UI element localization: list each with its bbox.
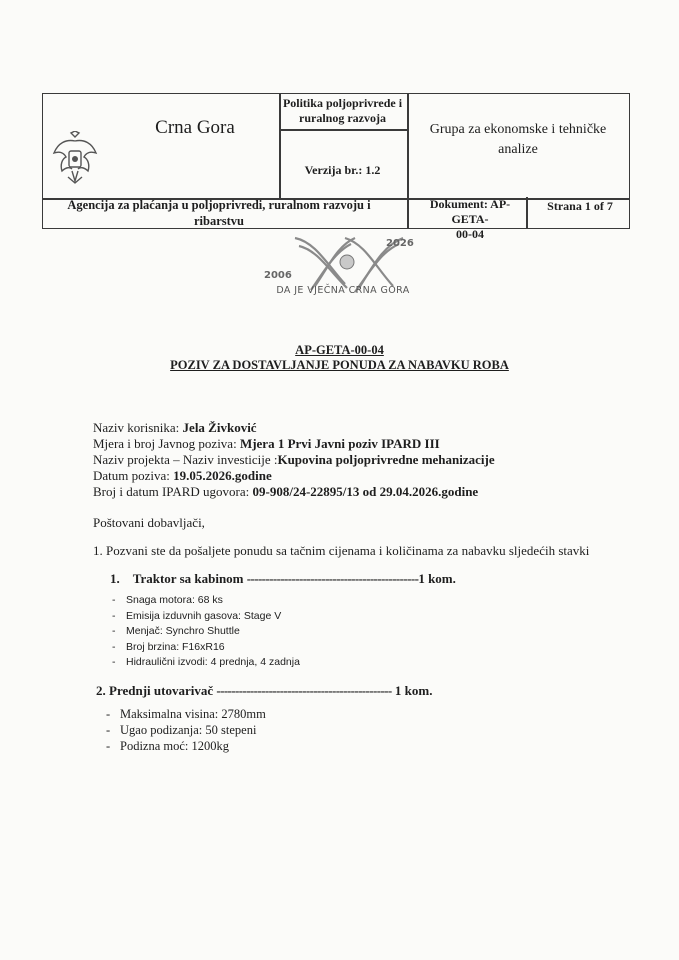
info-contract — [93, 484, 478, 500]
version-label: Verzija br.: 1.2 — [304, 163, 381, 177]
spec-item: - Broj brzina: F16xR16 — [112, 641, 225, 653]
item-1-heading — [110, 571, 456, 587]
item-number: 2. — [96, 683, 106, 698]
spec-text: Hidraulični izvodi: 4 prednja, 4 zadnja — [126, 656, 300, 668]
info-label: Mjera i broj Javnog poziva: — [93, 436, 240, 451]
info-value: Jela Živković — [182, 420, 257, 435]
intro-text: 1. Pozvani ste da pošaljete ponudu sa tačnim cijenama i količinama za nabavku sljedećih stavki — [93, 543, 590, 558]
coat-of-arms-icon — [52, 131, 98, 185]
spec-text: Maksimalna visina: 2780mm — [120, 707, 266, 721]
item-quantity: 1 kom. — [418, 571, 456, 586]
spec-item: - Snaga motora: 68 ks — [112, 594, 223, 606]
document-code: AP-GETA-00-04 — [295, 343, 384, 357]
logo-year-start: 2006 — [264, 270, 292, 281]
spec-text: Ugao podizanja: 50 stepeni — [120, 723, 257, 737]
info-value: 19.05.2026.godine — [173, 468, 272, 483]
spec-text: Menjač: Synchro Shuttle — [126, 625, 240, 637]
spec-item: - Hidraulični izvodi: 4 prednja, 4 zadnja — [112, 656, 300, 668]
info-value: Mjera 1 Prvi Javni poziv IPARD III — [239, 436, 440, 451]
spec-item: - Menjač: Synchro Shuttle — [112, 625, 240, 637]
document-id-line2: 00-04 — [456, 227, 484, 241]
item-name: Traktor sa kabinom — [132, 571, 244, 586]
item-quantity: 1 kom. — [394, 683, 433, 698]
agency-label: Agencija za plaćanja u poljoprivredi, ruralnom razvoju i ribarstvu — [67, 198, 371, 228]
item-dashes: ----------------------------------------------- — [216, 683, 392, 698]
item-2-heading — [96, 683, 432, 699]
info-measure — [93, 436, 440, 452]
info-date — [93, 468, 272, 484]
policy-label: Politika poljoprivrede i ruralnog razvoja — [282, 96, 403, 125]
spec-text: Emisija izduvnih gasova: Stage V — [126, 610, 282, 622]
spec-item: - Maksimalna visina: 2780mm — [106, 707, 266, 721]
item-dashes: ---------------------------------------------- — [246, 571, 419, 586]
spec-item: - Emisija izduvnih gasova: Stage V — [112, 610, 282, 622]
spec-text: Snaga motora: 68 ks — [126, 594, 223, 606]
country-name: Crna Gora — [155, 117, 235, 138]
info-label: Broj i datum IPARD ugovora: — [93, 484, 253, 499]
info-value: 09-908/24-22895/13 od 29.04.2026.godine — [252, 484, 479, 499]
document-title: POZIV ZA DOSTAVLJANJE PONUDA ZA NABAVKU ROBA — [170, 358, 509, 372]
info-project — [93, 452, 495, 468]
greeting: Poštovani dobavljači, — [93, 515, 205, 530]
info-value: Kupovina poljoprivredne mehanizacije — [277, 452, 495, 467]
document-id-line1: Dokument: AP-GETA- — [429, 197, 511, 226]
spec-text: Podizna moć: 1200kg — [120, 739, 230, 753]
page-number: Strana 1 of 7 — [547, 199, 613, 213]
info-label: Naziv projekta – Naziv investicije : — [93, 452, 278, 467]
spec-item: - Podizna moć: 1200kg — [106, 739, 230, 753]
info-label: Naziv korisnika: — [93, 420, 183, 435]
info-beneficiary — [93, 420, 257, 436]
info-label: Datum poziva: — [93, 468, 174, 483]
spec-item: - Ugao podizanja: 50 stepeni — [106, 723, 257, 737]
item-number: 1. — [110, 571, 120, 586]
logo-slogan: DA JE VJEČNA CRNA GORA — [276, 285, 410, 296]
group-label: Grupa za ekonomske i tehničke analize — [429, 122, 607, 157]
spec-text: Broj brzina: F16xR16 — [126, 641, 225, 653]
logo-year-end: 2026 — [386, 238, 414, 249]
item-name: Prednji utovarivač — [109, 683, 214, 698]
